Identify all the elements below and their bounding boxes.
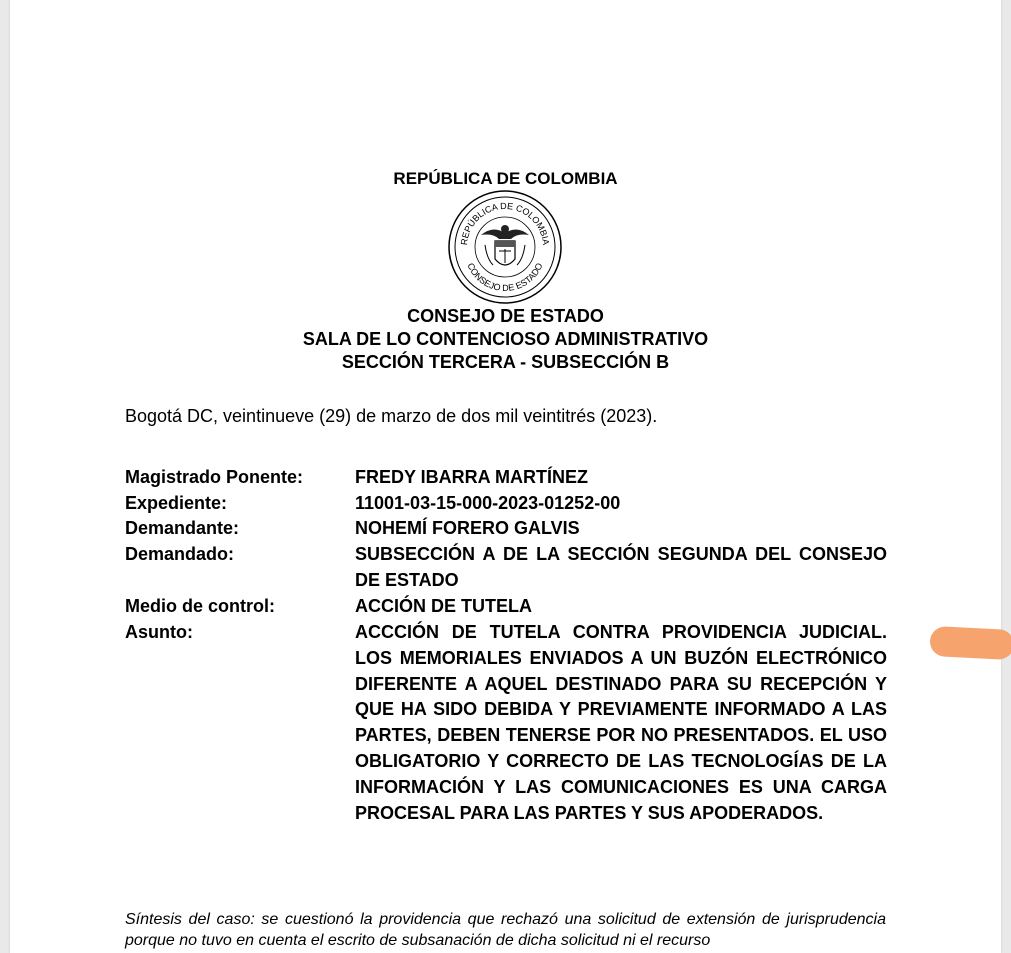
- case-info-label: Expediente:: [125, 493, 228, 513]
- case-info-label: Asunto:: [125, 622, 193, 642]
- case-info-label: Demandado:: [125, 544, 235, 564]
- section-heading: SECCIÓN TERCERA - SUBSECCIÓN B: [341, 352, 670, 372]
- country-heading: REPÚBLICA DE COLOMBIA: [393, 169, 618, 188]
- case-info-value: FREDY IBARRA MARTÍNEZ: [355, 467, 588, 487]
- case-info-value: NOHEMÍ FORERO GALVIS: [355, 518, 580, 538]
- svg-text:CONSEJO DE ESTADO: CONSEJO DE ESTADO: [465, 261, 545, 294]
- case-info-value: 11001-03-15-000-2023-01252-00: [355, 493, 621, 513]
- svg-text:REPÚBLICA DE COLOMBIA: REPÚBLICA DE COLOMBIA: [458, 200, 552, 246]
- consejo-de-estado-seal: [447, 189, 563, 305]
- case-info-label: Medio de control:: [125, 596, 275, 616]
- case-info-value: ACCIÓN DE TUTELA: [355, 596, 532, 616]
- institution-heading: CONSEJO DE ESTADO: [407, 306, 604, 326]
- case-info-value: SUBSECCIÓN A DE LA SECCIÓN SEGUNDA DEL CONSEJO DE ESTADO: [355, 544, 887, 590]
- highlighter-mark: [929, 626, 1011, 660]
- case-info-value: ACCCIÓN DE TUTELA CONTRA PROVIDENCIA JUDICIAL. LOS MEMORIALES ENVIADOS A UN BUZÓN ELECTRÓNICO DIFERENTE A AQUEL DESTINADO PARA SU RECEPCIÓN Y QUE HA SIDO DEBIDA Y PREVIAMENTE INFORMADO A LAS PARTES, DEBEN TENERSE POR NO PRESENTADOS. EL USO OBLIGATORIO Y CORRECTO DE LAS TECNOLOGÍAS DE LA INFORMACIÓN Y LAS COMUNICACIONES ES UNA CARGA PROCESAL PARA LAS PARTES Y SUS APODERADOS.: [355, 622, 887, 823]
- chamber-heading: SALA DE LO CONTENCIOSO ADMINISTRATIVO: [302, 329, 709, 349]
- case-synthesis: Síntesis del caso: se cuestionó la providencia que rechazó una solicitud de extensión de jurisprudencia porque no tuvo en cuenta el escrito de subsanación de dicha solicitud ni el recurso: [125, 911, 886, 949]
- case-info-label: Demandante:: [125, 518, 240, 538]
- case-info-label: Magistrado Ponente:: [125, 467, 304, 487]
- dateline: Bogotá DC, veintinueve (29) de marzo de dos mil veintitrés (2023).: [125, 406, 658, 426]
